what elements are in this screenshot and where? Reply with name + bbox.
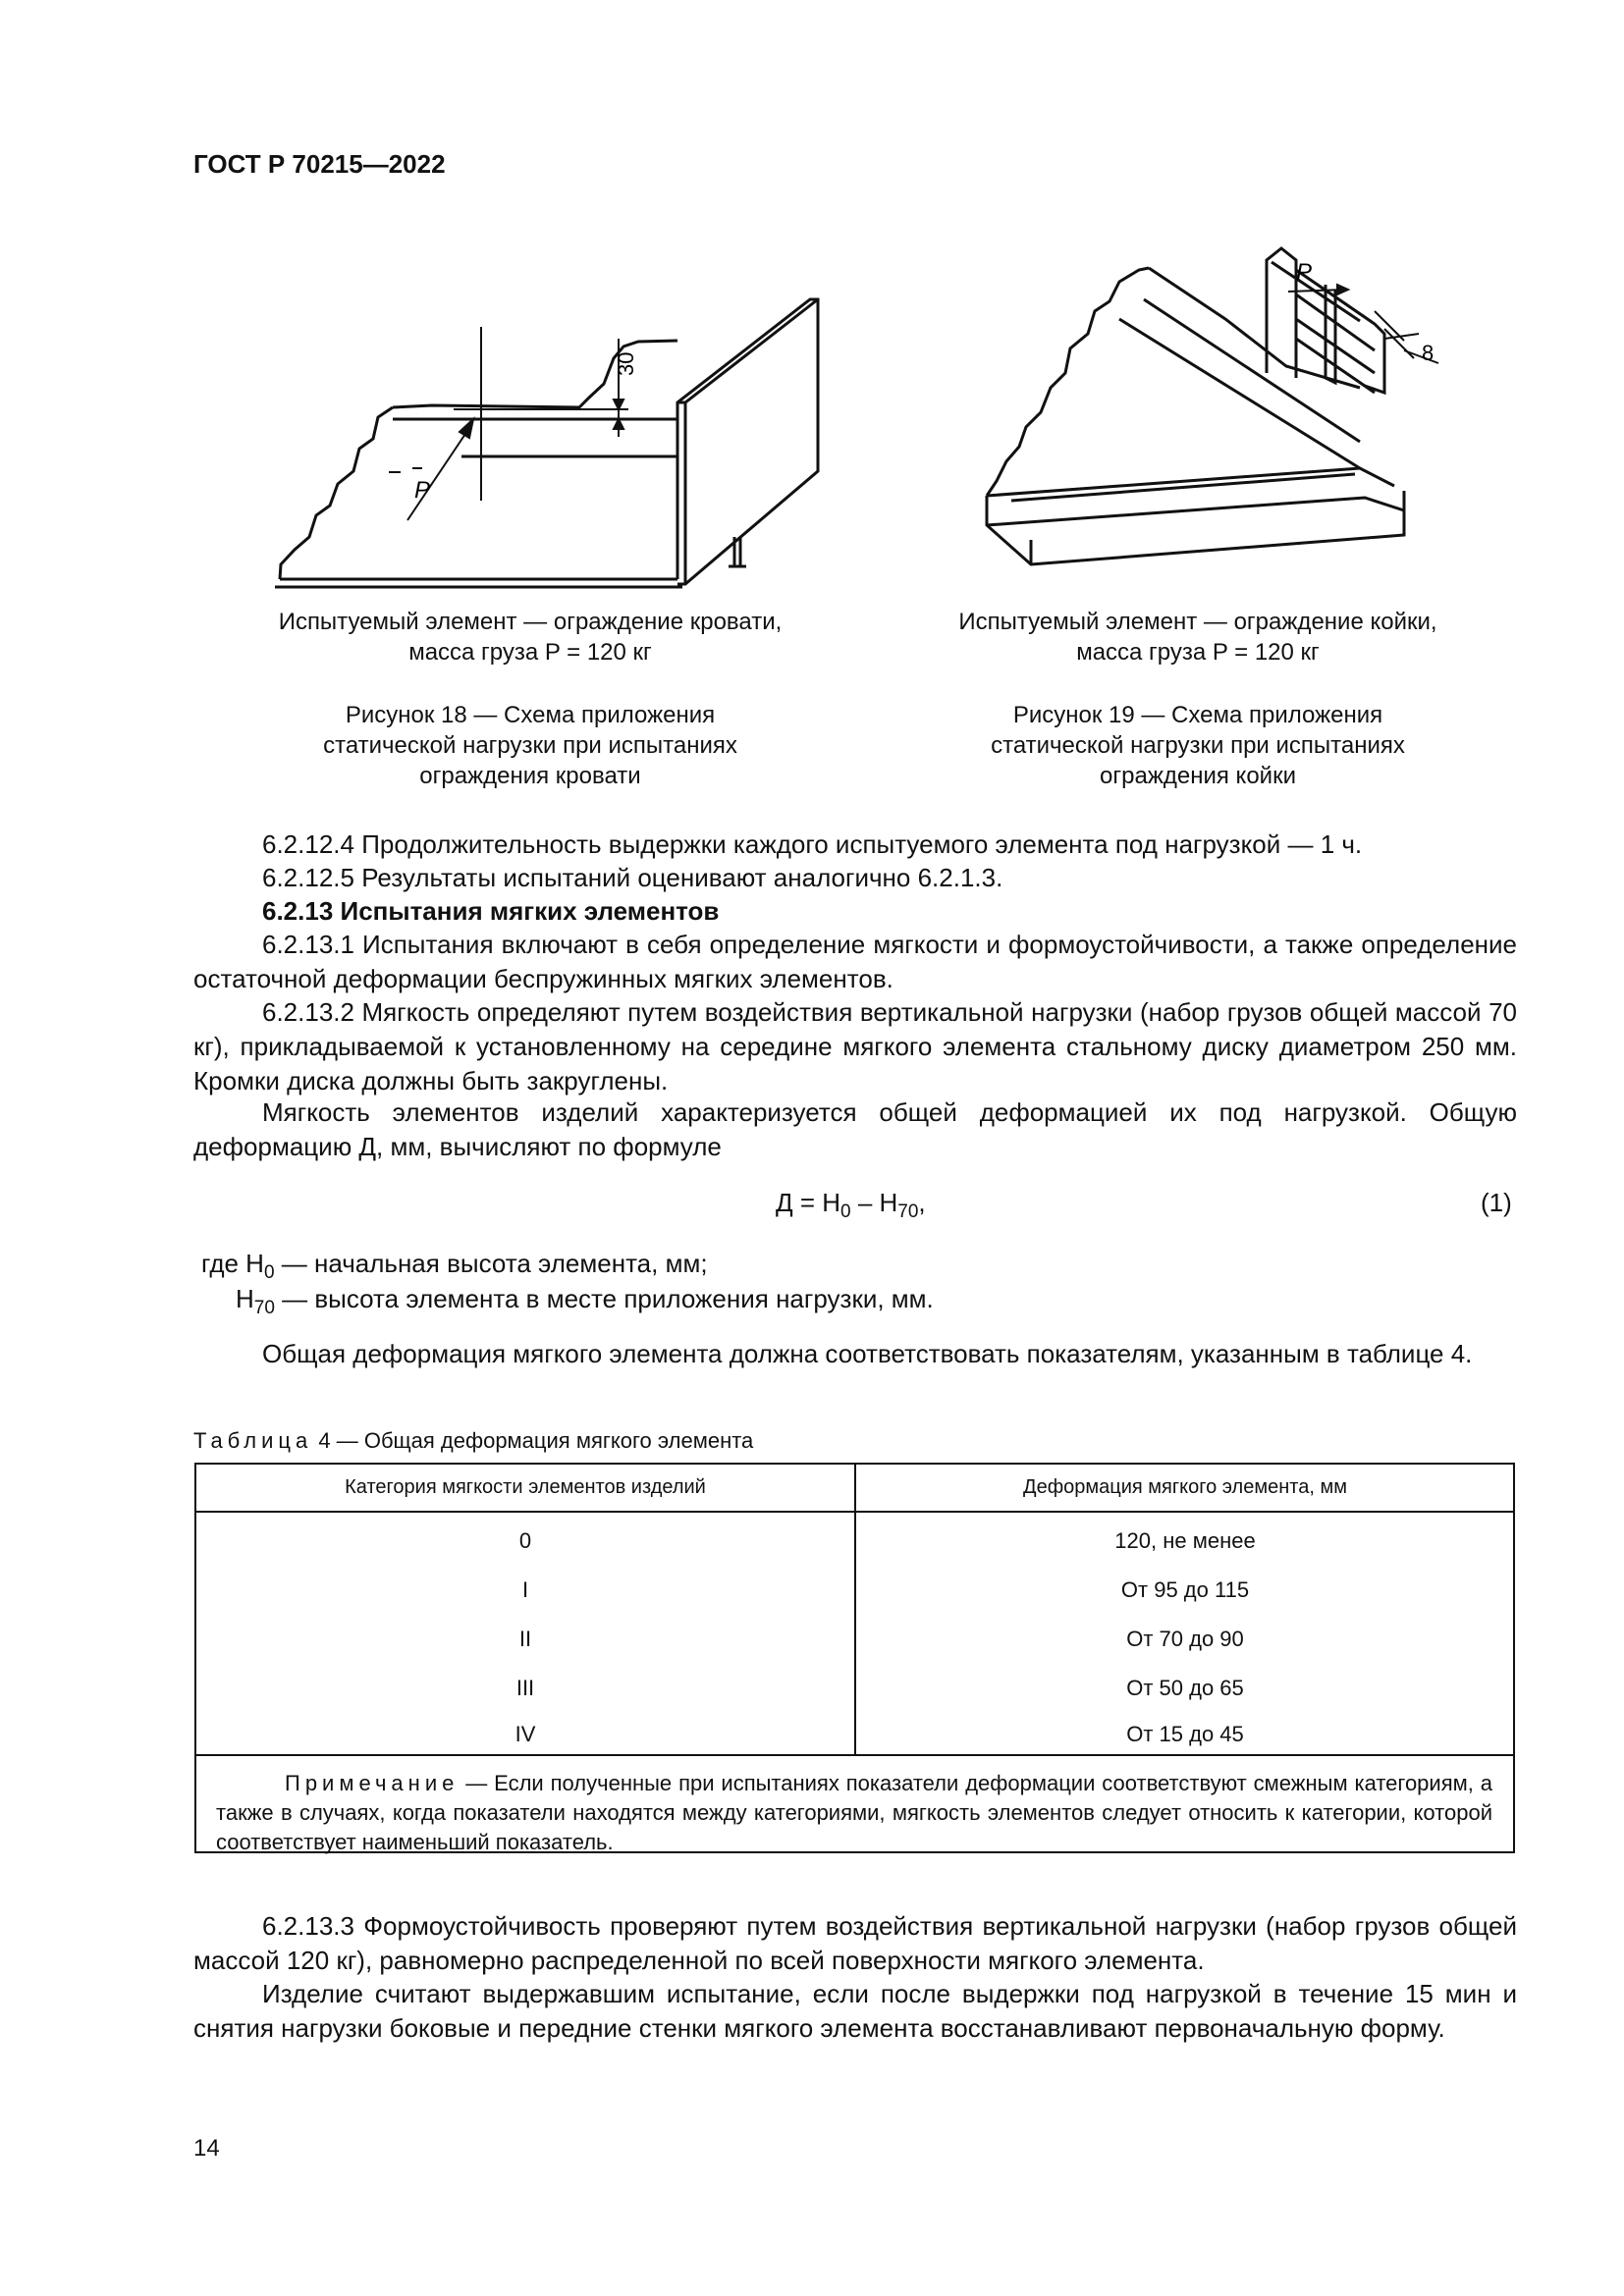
- figure-18-caption: Рисунок 18 — Схема приложения статической нагрузки при испытаниях ограждения кровати: [323, 702, 737, 789]
- table-cell: 120, не менее: [1114, 1528, 1256, 1553]
- figure-19-element-caption: Испытуемый элемент — ограждение койки, масса груза P = 120 кг: [958, 609, 1437, 666]
- paragraph-6-2-13-2: 6.2.13.2 Мягкость определяют путем воздействия вертикальной нагрузки (набор грузов общей массой 70 кг), прикладываемой к установленному на середине мягкого элемента стальному диску диаметром 250 мм. Кромки диска должны быть закруглены.: [193, 997, 1517, 1095]
- table-4: [194, 1463, 1515, 1853]
- table-cell: От 95 до 115: [1120, 1577, 1250, 1602]
- table-cell: 0: [518, 1528, 532, 1553]
- figure-19-caption: Рисунок 19 — Схема приложения статической нагрузки при испытаниях ограждения койки: [991, 702, 1405, 789]
- formula-where-line2: $H_{70}$ — высота элемента в месте приложения нагрузки, мм.: [236, 1284, 934, 1318]
- table-cell: От 15 до 45: [1126, 1722, 1244, 1746]
- table-cell: IV: [514, 1722, 536, 1746]
- table-cell: III: [515, 1676, 535, 1700]
- table-cell: От 70 до 90: [1126, 1627, 1244, 1651]
- fig18-load-label: P: [414, 477, 431, 504]
- table-header-deformation: Деформация мягкого элемента, мм: [1023, 1476, 1347, 1498]
- table-cell: I: [521, 1577, 529, 1602]
- figure-19-drawing: [972, 240, 1463, 594]
- paragraph-6-2-13-3: 6.2.13.3 Формоустойчивость проверяют путем воздействия вертикальной нагрузки (набор грузов общей массой 120 кг), равномерно распределенной по всей поверхности мягкого элемента.: [193, 1911, 1517, 1975]
- fig19-load-label: P: [1296, 259, 1313, 286]
- table-header-category: Категория мягкости элементов изделий: [345, 1476, 706, 1498]
- fig18-dim-label: 30: [614, 351, 638, 376]
- fig19-dim-label: 8: [1422, 341, 1435, 365]
- figure-18-drawing: [265, 280, 854, 594]
- formula-1: $Д = H_0 - H_{70}$,: [776, 1188, 926, 1222]
- table-cell: II: [518, 1627, 532, 1651]
- formula-where-line1: где $H_0$ — начальная высота элемента, мм;: [201, 1249, 708, 1283]
- paragraph-deformation: Общая деформация мягкого элемента должна соответствовать показателям, указанным в таблице 4.: [262, 1339, 1473, 1368]
- paragraph-6-2-13-1: 6.2.13.1 Испытания включают в себя определение мягкости и формоустойчивости, а также определение остаточной деформации беспружинных мягких элементов.: [193, 930, 1517, 993]
- document-header: ГОСТ Р 70215—2022: [193, 149, 446, 179]
- paragraph-test-passed: Изделие считают выдержавшим испытание, если после выдержки под нагрузкой в течение 15 мин и снятия нагрузки боковые и передние стенки мягкого элемента восстанавливают первоначальную форму.: [193, 1979, 1517, 2043]
- section-heading-6-2-13: 6.2.13 Испытания мягких элементов: [262, 896, 720, 926]
- paragraph-softness: Мягкость элементов изделий характеризуется общей деформацией их под нагрузкой. Общую деформацию Д, мм, вычисляют по формуле: [193, 1097, 1517, 1161]
- paragraph-6-2-12-5: 6.2.12.5 Результаты испытаний оценивают аналогично 6.2.1.3.: [262, 863, 1003, 892]
- table-4-title: Таблица 4 — Общая деформация мягкого элемента: [193, 1428, 754, 1453]
- page-number: 14: [193, 2135, 220, 2162]
- formula-number: (1): [1481, 1188, 1512, 1217]
- figure-18-element-caption: Испытуемый элемент — ограждение кровати, масса груза P = 120 кг: [278, 609, 783, 666]
- table-cell: От 50 до 65: [1126, 1676, 1244, 1700]
- table-note: Примечание — Если полученные при испытаниях показатели деформации соответствуют смежным категориям, а также в случаях, когда показатели находятся между категориями, мягкость элементов следует относить к категории, которой соответствует наименьший показатель.: [216, 1771, 1492, 1854]
- paragraph-6-2-12-4: 6.2.12.4 Продолжительность выдержки каждого испытуемого элемента под нагрузкой — 1 ч.: [262, 829, 1363, 859]
